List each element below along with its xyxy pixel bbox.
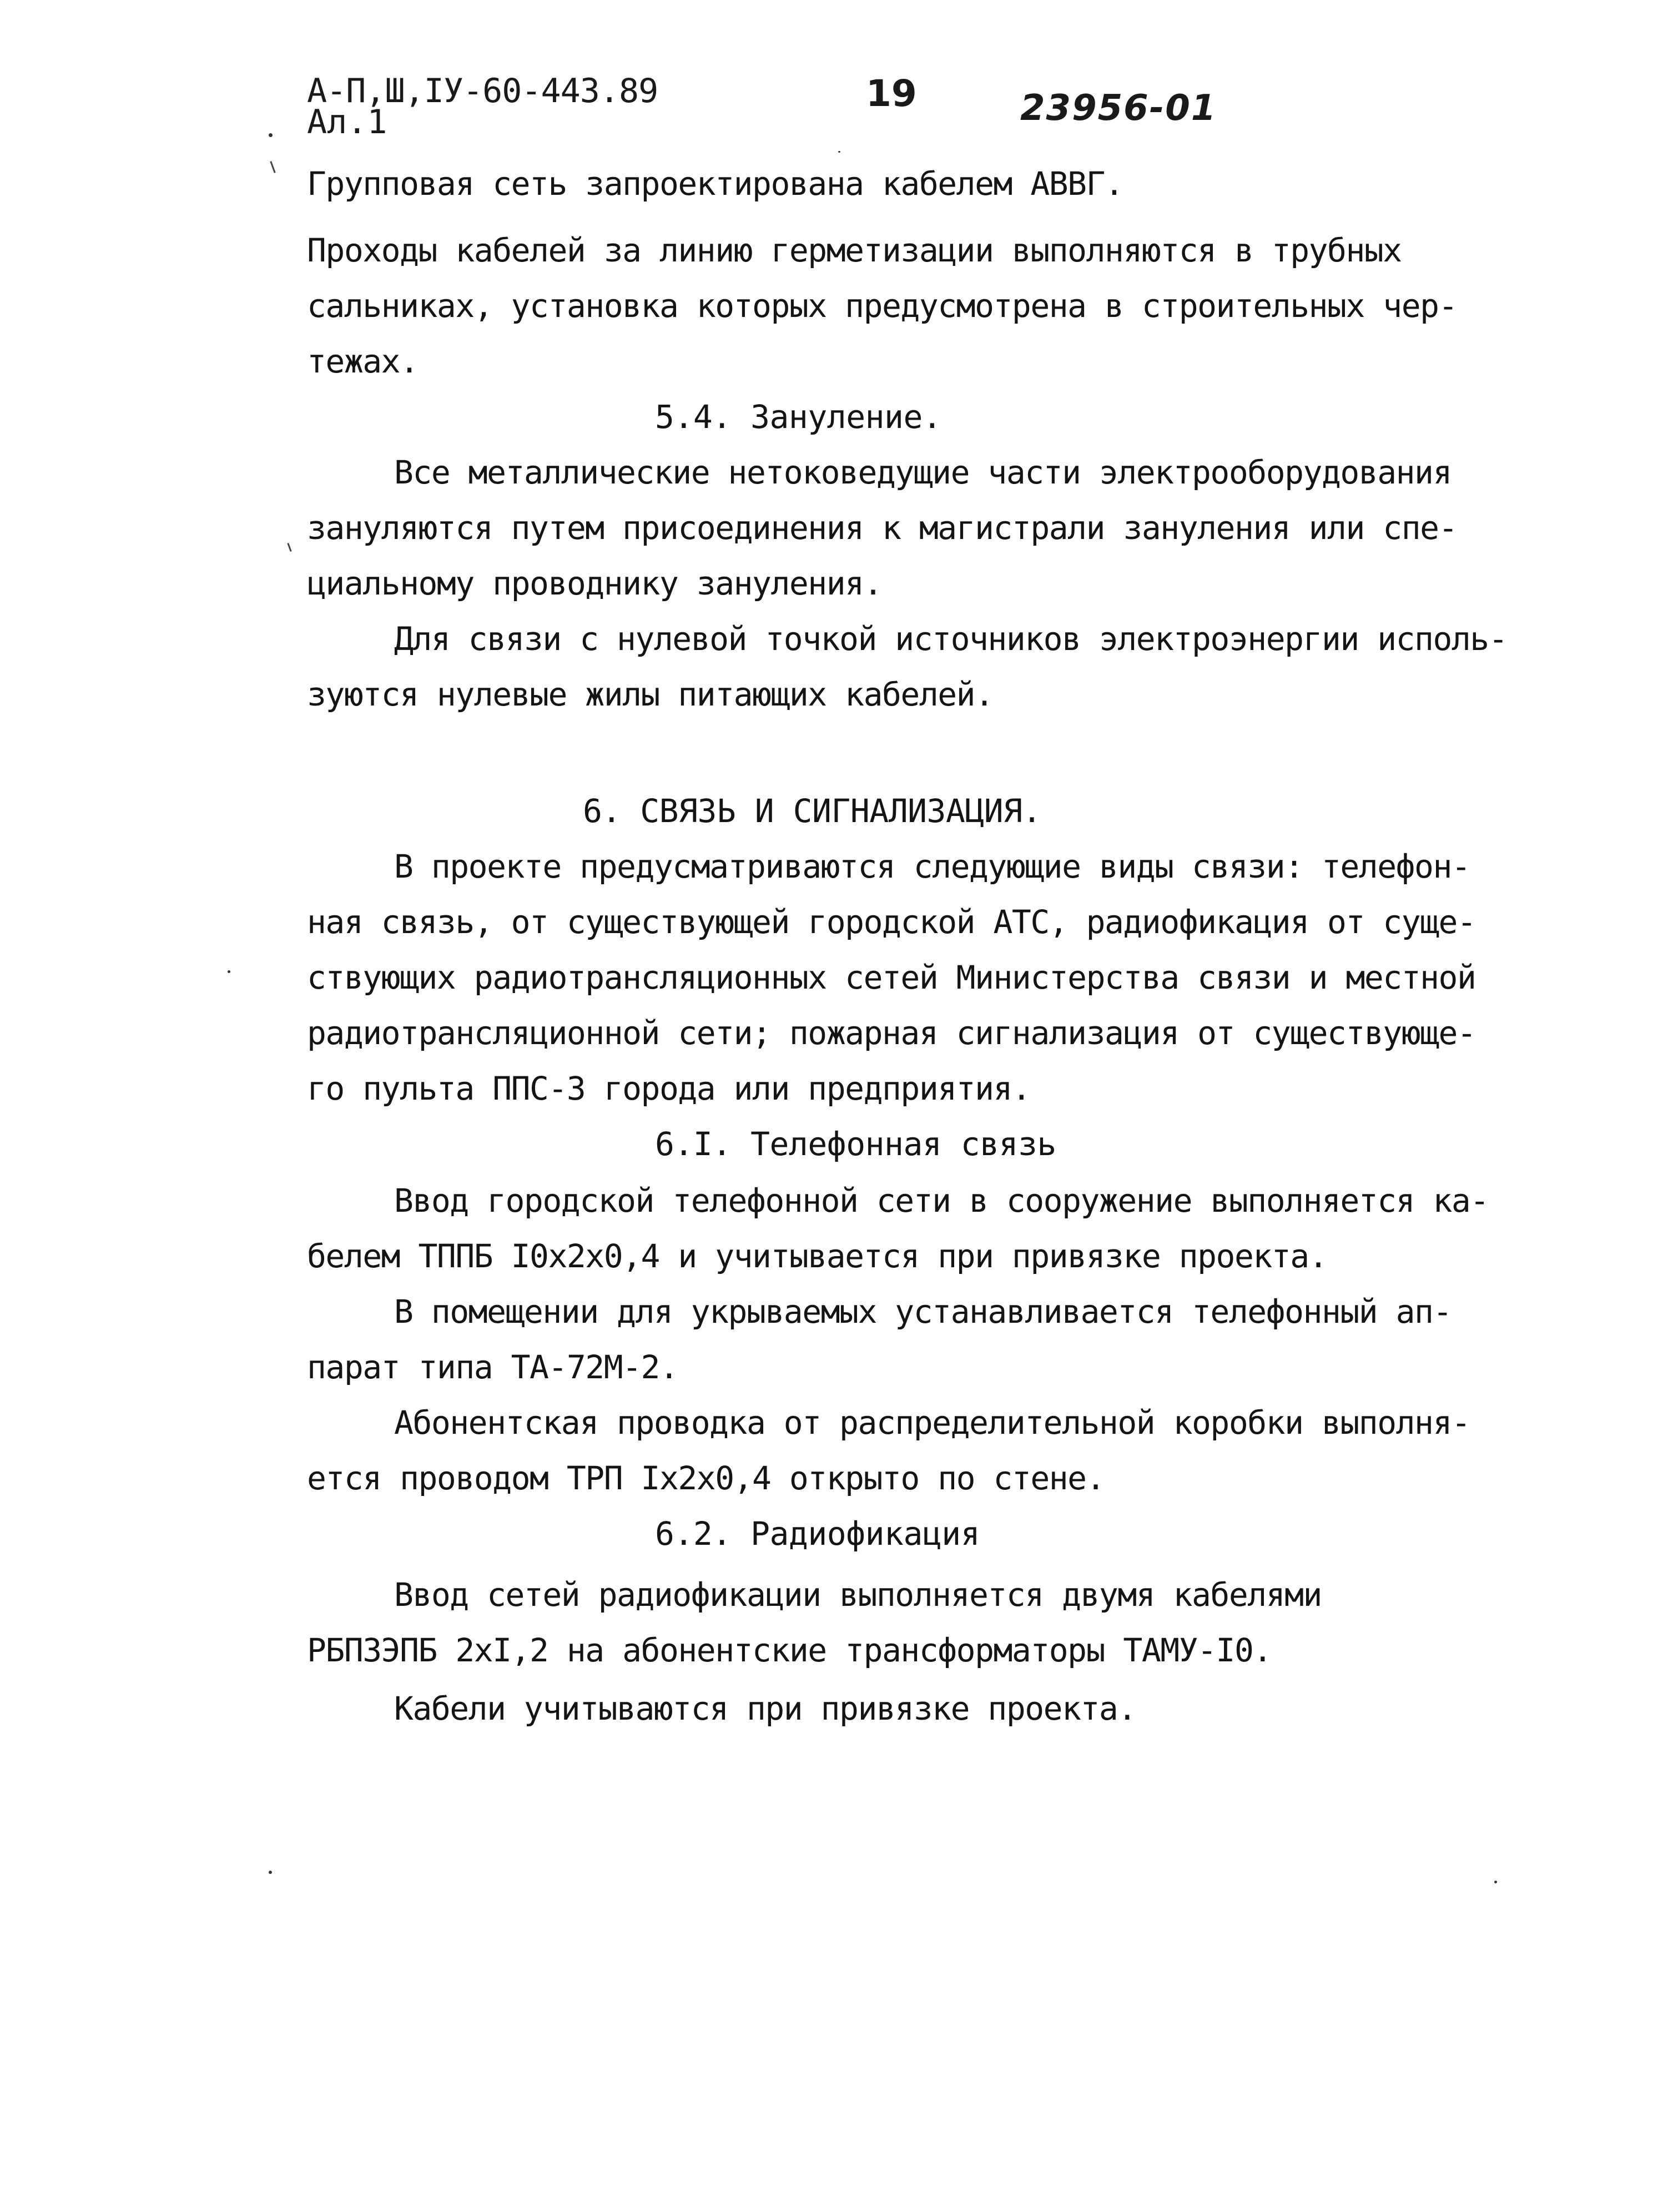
text-line: тежах. <box>307 342 419 380</box>
document-number: 23956-01 <box>1020 88 1217 129</box>
text-line: Для связи с нулевой точкой источников электроэнергии исполь- <box>394 620 1508 658</box>
text-line: циальному проводнику зануления. <box>307 565 882 602</box>
text-line: го пульта ППС-3 города или предприятия. <box>307 1070 1031 1107</box>
text-line: ная связь, от существующей городской АТС, радиофикация от суще- <box>307 903 1476 941</box>
text-line: зуются нулевые жилы питающих кабелей. <box>307 676 994 713</box>
sheet-label: Ал.1 <box>307 103 387 142</box>
document-code: А-П,Ш,IУ-60-443.89 <box>307 72 658 110</box>
text-line: В помещении для укрываемых устанавливается телефонный ап- <box>394 1293 1452 1331</box>
text-line: сальниках, установка которых предусмотрена в строительных чер- <box>307 287 1457 325</box>
section-heading: 6. СВЯЗЬ И СИГНАЛИЗАЦИЯ. <box>583 792 1042 830</box>
section-heading: 6.2. Радиофикация <box>655 1515 980 1553</box>
text-line: зануляются путем присоединения к магистрали зануления или спе- <box>307 509 1457 547</box>
section-heading: 5.4. Зануление. <box>655 398 942 436</box>
scan-speck <box>269 133 273 137</box>
text-line: В проекте предусматриваются следующие виды связи: телефон- <box>394 848 1470 885</box>
text-line: РБПЗЭПБ 2хI,2 на абонентские трансформаторы ТАМУ-I0. <box>307 1631 1272 1669</box>
text-line: Ввод сетей радиофикации выполняется двумя кабелями <box>394 1576 1322 1614</box>
scan-speck <box>228 970 230 973</box>
text-line: Проходы кабелей за линию герметизации выполняются в трубных <box>307 231 1402 269</box>
scan-speck <box>838 151 840 153</box>
text-line: Ввод городской телефонной сети в сооружение выполняется ка- <box>394 1182 1489 1220</box>
text-line: парат типа ТА-72М-2. <box>307 1348 678 1386</box>
text-line: радиотрансляционной сети; пожарная сигнализация от существующе- <box>307 1014 1476 1052</box>
section-heading: 6.I. Телефонная связь <box>655 1125 1056 1163</box>
scan-mark <box>270 161 275 173</box>
text-line: белем ТППБ I0х2х0,4 и учитывается при привязке проекта. <box>307 1237 1328 1275</box>
text-line: Абонентская проводка от распределительной коробки выполня- <box>394 1404 1470 1442</box>
text-line: ствующих радиотрансляционных сетей Министерства связи и местной <box>307 959 1476 996</box>
scan-speck <box>269 1871 272 1874</box>
text-line: ется проводом ТРП Iх2х0,4 открыто по стене. <box>307 1459 1105 1497</box>
scan-speck <box>1494 1881 1497 1883</box>
scan-mark <box>287 543 291 552</box>
page-number: 19 <box>866 72 917 115</box>
text-line: Кабели учитываются при привязке проекта. <box>394 1690 1136 1727</box>
text-line: Групповая сеть запроектирована кабелем АВВГ. <box>307 165 1123 203</box>
text-line: Все металлические нетоковедущие части электрооборудования <box>394 454 1452 491</box>
